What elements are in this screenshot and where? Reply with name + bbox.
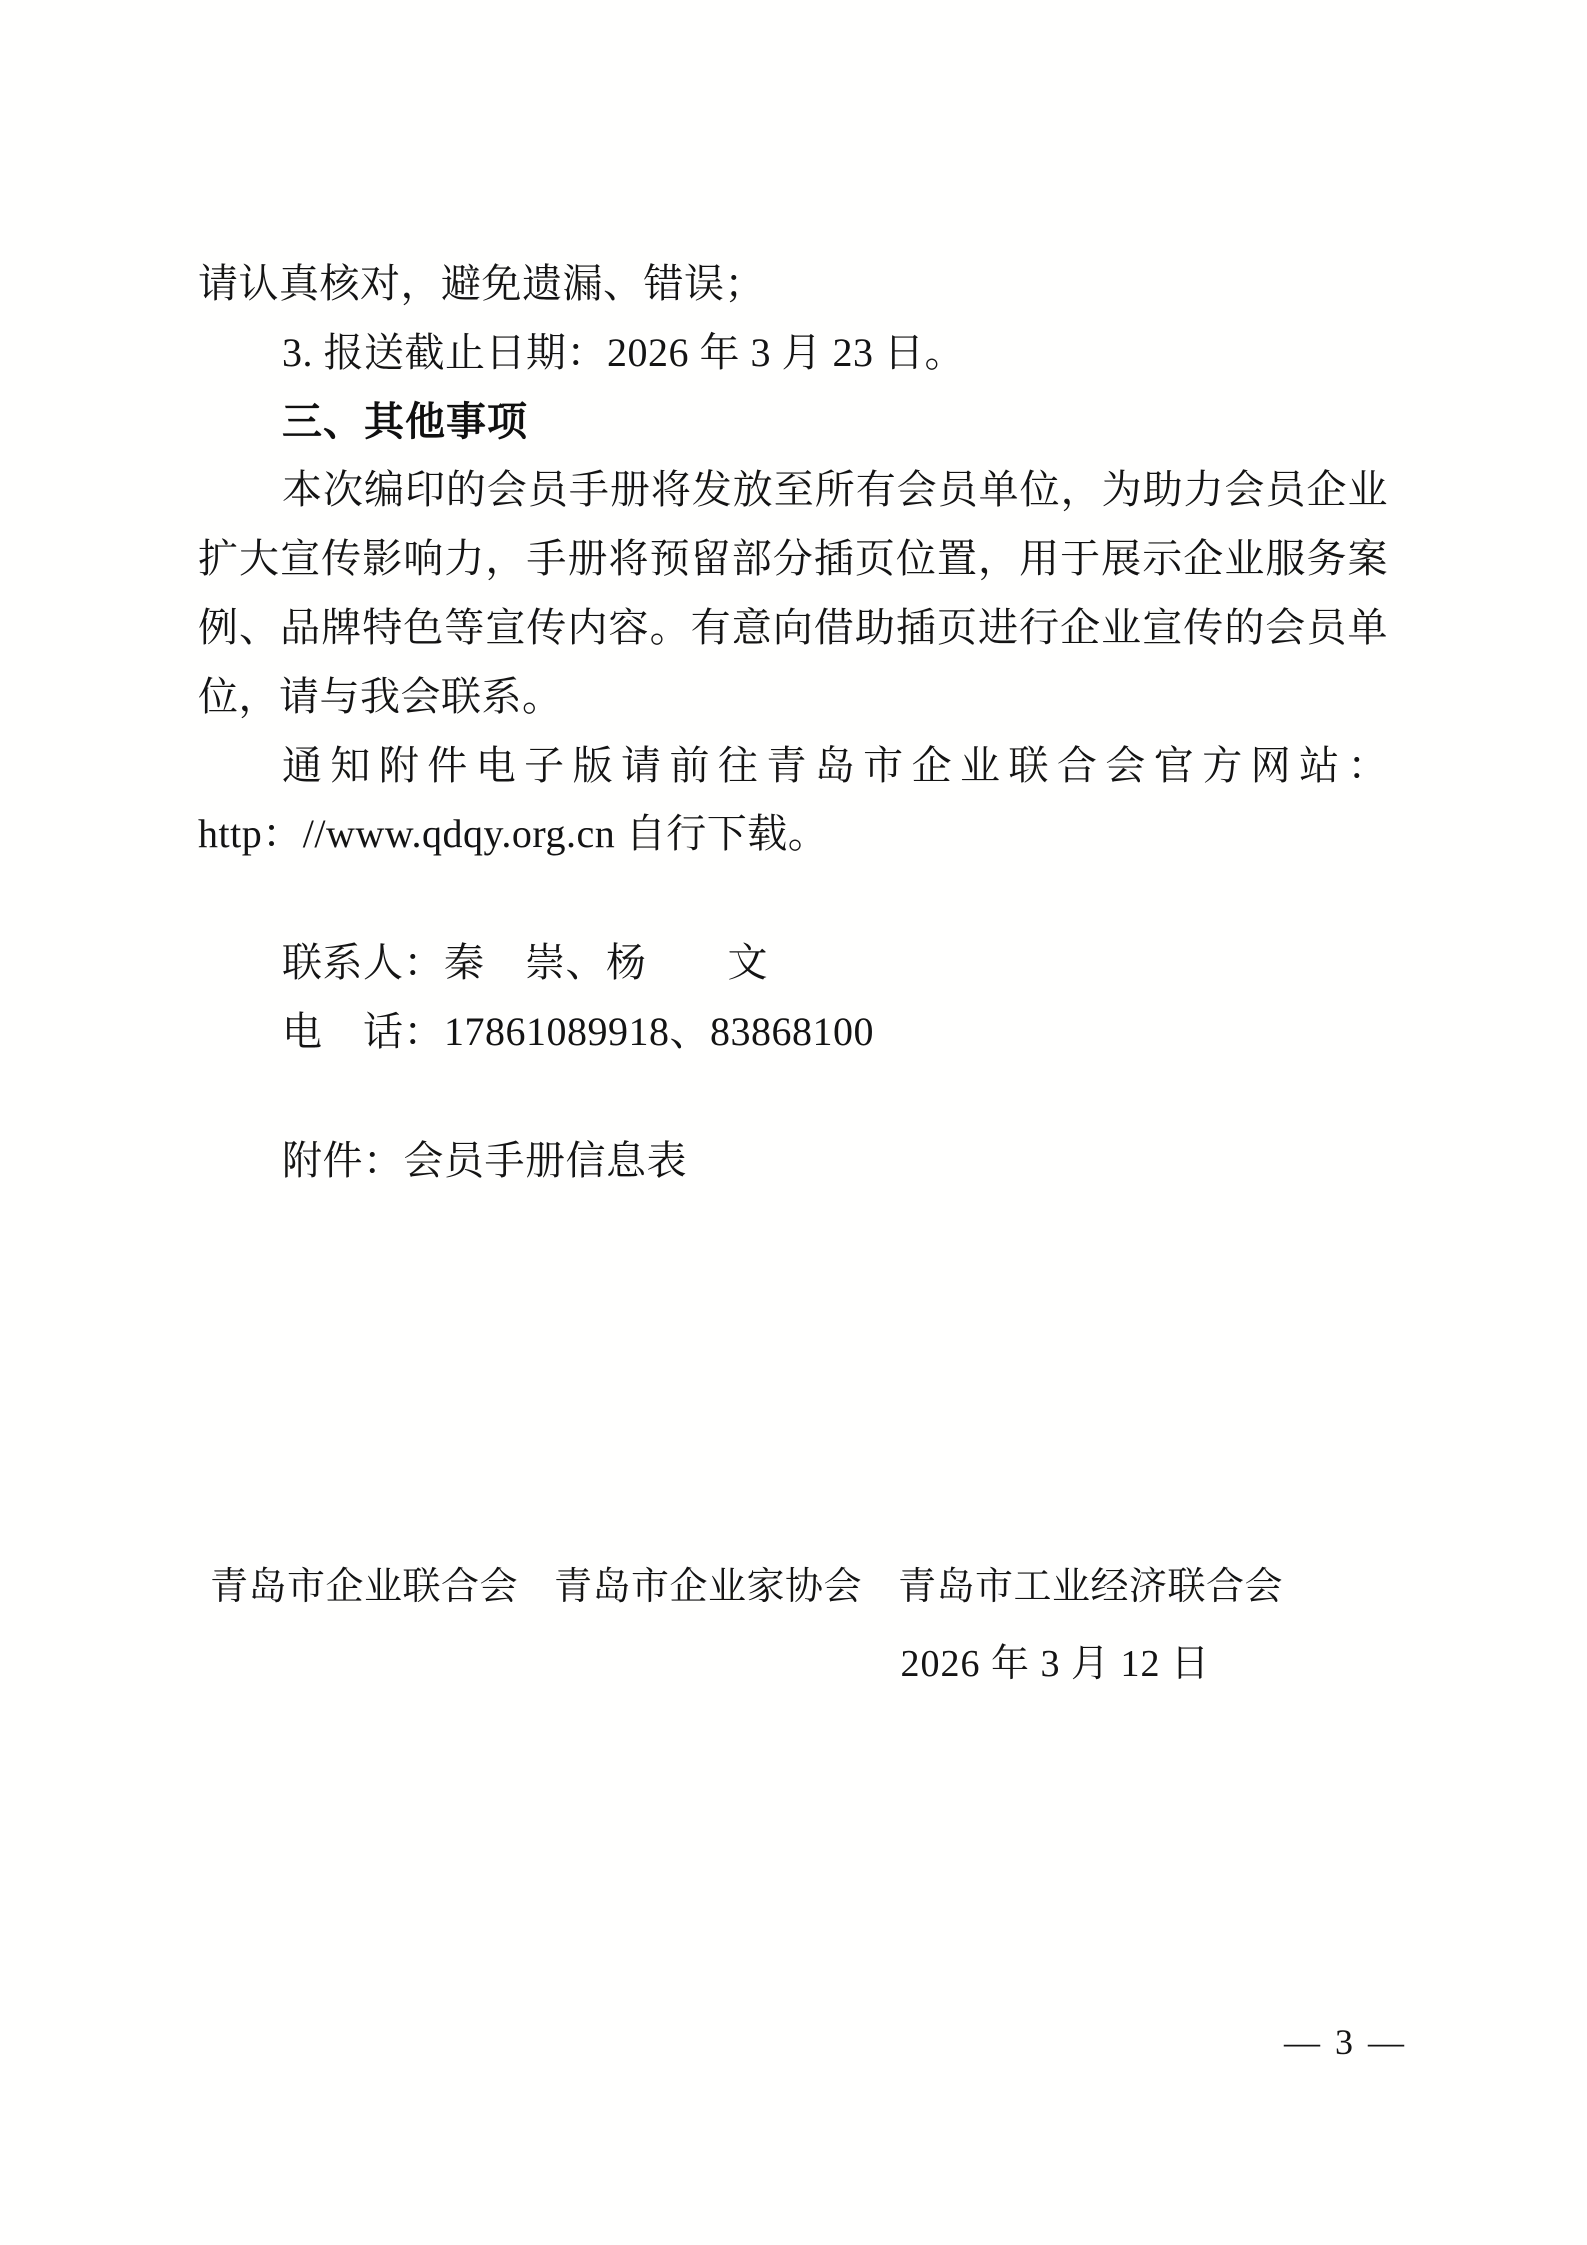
signature-block <box>210 1555 1390 1687</box>
spacer-before-contact <box>198 869 1388 929</box>
signature-date: 2026 年 3 月 12 日 <box>900 1643 1210 1685</box>
paragraph-checking-note: 请认真核对，避免遗漏、错误； <box>198 261 765 306</box>
paragraph-deadline-item: 3. 报送截止日期：2026 年 3 月 23 日。 <box>282 329 965 375</box>
signature-org-1: 青岛市企业联合会 <box>210 1566 519 1608</box>
contact-person-line: 联系人：秦 崇、杨 文 <box>282 940 768 986</box>
document-body <box>198 250 1388 1196</box>
contact-phone-line: 电 话：17861089918、83868100 <box>282 1008 874 1054</box>
paragraph-other-matters: 本次编印的会员手册将发放至所有会员单位，为助力会员企业扩大宣传影响力，手册将预留部分插页位置，用于展示企业服务案例、品牌特色等宣传内容。有意向借助插页进行企业宣传的会员单位，请与我会联系。 <box>198 467 1388 719</box>
signature-org-3: 青岛市工业经济联合会 <box>898 1566 1284 1608</box>
spacer-before-attachment <box>198 1067 1388 1127</box>
signature-org-2: 青岛市企业家协会 <box>554 1566 863 1608</box>
signature-organizations <box>210 1555 1390 1610</box>
paragraph-attachment-download: 通知附件电子版请前往青岛市企业联合会官方网站：http：//www.qdqy.org.cn 自行下载。 <box>198 742 1388 857</box>
page-number: — 3 — <box>1284 2022 1407 2062</box>
section-heading-other-matters: 三、其他事项 <box>282 398 528 444</box>
attachment-line: 附件：会员手册信息表 <box>282 1137 687 1183</box>
